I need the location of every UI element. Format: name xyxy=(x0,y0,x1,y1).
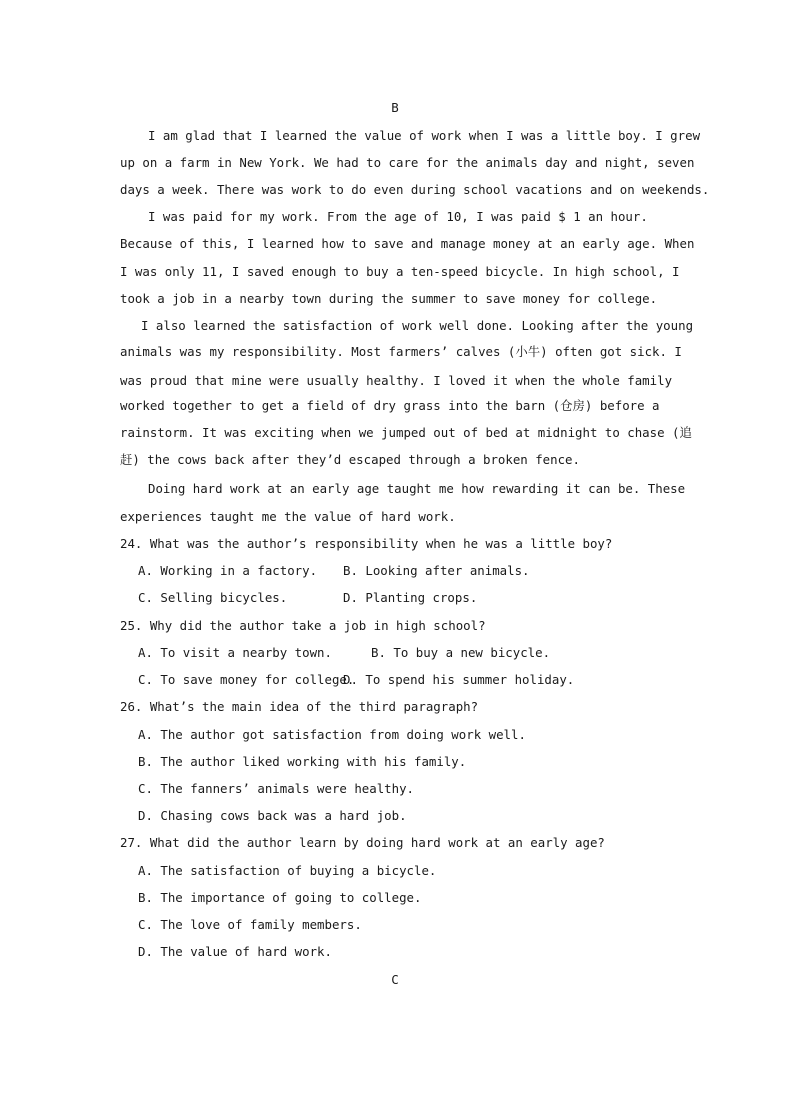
passage-line-11: worked together to get a field of dry grass into the barn (仓房) before a xyxy=(120,398,660,413)
question-26-stem: 26. What’s the main idea of the third paragraph? xyxy=(120,699,479,714)
passage-line-8: I also learned the satisfaction of work well done. Looking after the young xyxy=(141,318,694,333)
question-25-option-a: A. To visit a nearby town. xyxy=(138,645,332,660)
question-27-option-c: C. The love of family members. xyxy=(138,917,362,932)
passage-line-7: took a job in a nearby town during the summer to save money for college. xyxy=(120,291,658,306)
question-25-stem: 25. Why did the author take a job in high school? xyxy=(120,618,486,633)
passage-line-10: was proud that mine were usually healthy. I loved it when the whole family xyxy=(120,373,673,388)
question-24-option-b: B. Looking after animals. xyxy=(343,563,530,578)
passage-line-6: I was only 11, I saved enough to buy a ten-speed bicycle. In high school, I xyxy=(120,264,680,279)
question-25-option-c: C. To save money for college. xyxy=(138,672,355,687)
question-26-option-d: D. Chasing cows back was a hard job. xyxy=(138,808,407,823)
question-24-option-d: D. Planting crops. xyxy=(343,590,478,605)
question-26-option-c: C. The fanners’ animals were healthy. xyxy=(138,781,415,796)
passage-line-15: experiences taught me the value of hard work. xyxy=(120,509,456,524)
section-b-label: B xyxy=(391,100,399,115)
question-25-option-d: D. To spend his summer holiday. xyxy=(343,672,575,687)
question-26-option-a: A. The author got satisfaction from doing work well. xyxy=(138,727,526,742)
question-24-option-c: C. Selling bicycles. xyxy=(138,590,288,605)
question-27-option-a: A. The satisfaction of buying a bicycle. xyxy=(138,863,437,878)
passage-line-2: up on a farm in New York. We had to care for the animals day and night, seven xyxy=(120,155,695,170)
passage-line-12: rainstorm. It was exciting when we jumped out of bed at midnight to chase (追 xyxy=(120,425,692,440)
passage-line-13: 赶) the cows back after they’d escaped through a broken fence. xyxy=(120,452,580,467)
passage-line-9: animals was my responsibility. Most farmers’ calves (小牛) often got sick. I xyxy=(120,344,682,359)
section-c-label: C xyxy=(391,972,399,987)
question-26-option-b: B. The author liked working with his family. xyxy=(138,754,467,769)
question-27-stem: 27. What did the author learn by doing hard work at an early age? xyxy=(120,835,605,850)
passage-line-4: I was paid for my work. From the age of 10, I was paid $ 1 an hour. xyxy=(148,209,648,224)
question-24-option-a: A. Working in a factory. xyxy=(138,563,318,578)
question-24-stem: 24. What was the author’s responsibility when he was a little boy? xyxy=(120,536,613,551)
question-25-option-b: B. To buy a new bicycle. xyxy=(371,645,551,660)
question-27-option-b: B. The importance of going to college. xyxy=(138,890,422,905)
passage-line-5: Because of this, I learned how to save and manage money at an early age. When xyxy=(120,236,695,251)
passage-line-1: I am glad that I learned the value of work when I was a little boy. I grew xyxy=(148,128,701,143)
question-27-option-d: D. The value of hard work. xyxy=(138,944,332,959)
passage-line-3: days a week. There was work to do even during school vacations and on weekends. xyxy=(120,182,710,197)
passage-line-14: Doing hard work at an early age taught me how rewarding it can be. These xyxy=(148,481,686,496)
